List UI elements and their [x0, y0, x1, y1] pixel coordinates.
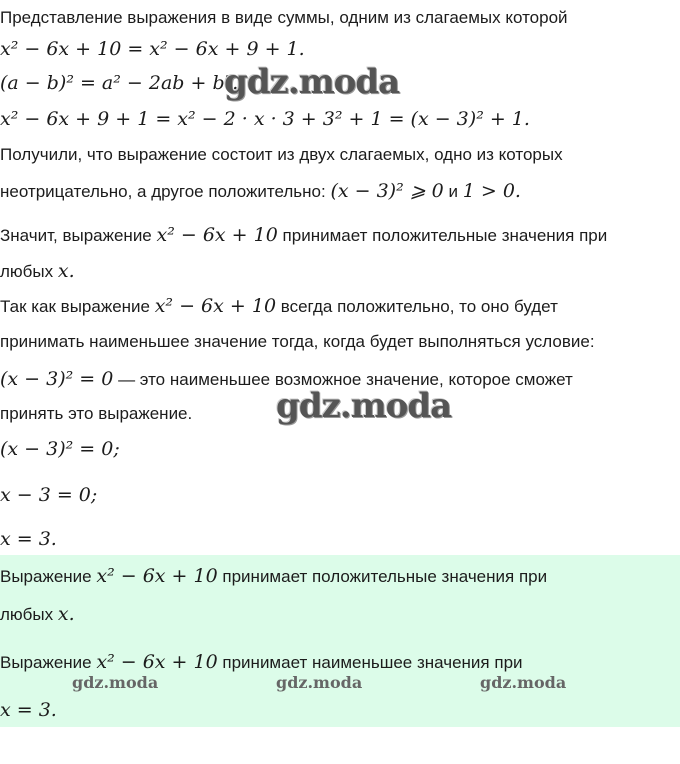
text-line: [0, 565, 547, 587]
text-line: принять это выражение.: [0, 404, 193, 423]
formula-fragment: (x − 3)² ⩾ 0: [330, 180, 444, 202]
formula-fragment: 1 > 0.: [462, 180, 521, 202]
text-fragment: неотрицательно, а другое положительно:: [0, 182, 331, 201]
formula-line: x = 3.: [0, 699, 57, 721]
watermark: gdz.moda: [480, 673, 567, 692]
text-fragment: принимает наименьшее значения при: [217, 653, 523, 672]
formula-fragment: (x − 3)² = 0: [0, 368, 114, 390]
watermark: gdz.moda: [276, 673, 363, 692]
text-fragment: принимает положительные значения при: [277, 226, 608, 245]
text-fragment: Выражение: [0, 653, 97, 672]
formula-line: x − 3 = 0;: [0, 484, 98, 506]
text-fragment: всегда положительно, то оно будет: [276, 297, 558, 316]
text-line: [0, 651, 523, 673]
text-line: [0, 180, 521, 202]
text-line: [0, 260, 75, 282]
watermark: gdz.moda: [276, 386, 452, 426]
formula-fragment: x² − 6x + 10: [156, 224, 278, 246]
formula-line: (x − 3)² = 0;: [0, 438, 120, 460]
text-fragment: любых: [0, 262, 58, 281]
watermark: gdz.moda: [224, 62, 400, 102]
text-line: Получили, что выражение состоит из двух слагаемых, одно из которых: [0, 145, 563, 164]
text-line: [0, 224, 607, 246]
formula-fragment: x² − 6x + 10: [154, 295, 277, 317]
formula-line: x = 3.: [0, 528, 57, 550]
text-fragment: Выражение: [0, 567, 97, 586]
formula-line: x² − 6x + 9 + 1 = x² − 2 · x · 3 + 3² + 1 = (x − 3)² + 1.: [0, 108, 530, 130]
text-fragment: и: [443, 182, 463, 201]
formula-fragment: x.: [57, 260, 75, 282]
formula-fragment: x² − 6x + 10: [96, 565, 218, 587]
text-fragment: Так как выражение: [0, 297, 155, 316]
text-line: Представление выражения в виде суммы, одним из слагаемых которой: [0, 8, 568, 27]
text-line: принимать наименьшее значение тогда, когда будет выполняться условие:: [0, 332, 595, 351]
formula-fragment: x² − 6x + 10: [96, 651, 218, 673]
formula-line: (a − b)² = a² − 2ab + b².: [0, 72, 239, 94]
text-fragment: принимает положительные значения при: [217, 567, 548, 586]
text-fragment: любых: [0, 605, 58, 624]
formula-line: x² − 6x + 10 = x² − 6x + 9 + 1.: [0, 38, 305, 60]
watermark: gdz.moda: [72, 673, 159, 692]
answer-box: [0, 555, 680, 727]
text-fragment: Значит, выражение: [0, 226, 157, 245]
text-fragment: — это наименьшее возможное значение, которое сможет: [113, 370, 573, 389]
text-line: [0, 603, 75, 625]
text-line: [0, 295, 558, 317]
formula-fragment: x.: [57, 603, 75, 625]
